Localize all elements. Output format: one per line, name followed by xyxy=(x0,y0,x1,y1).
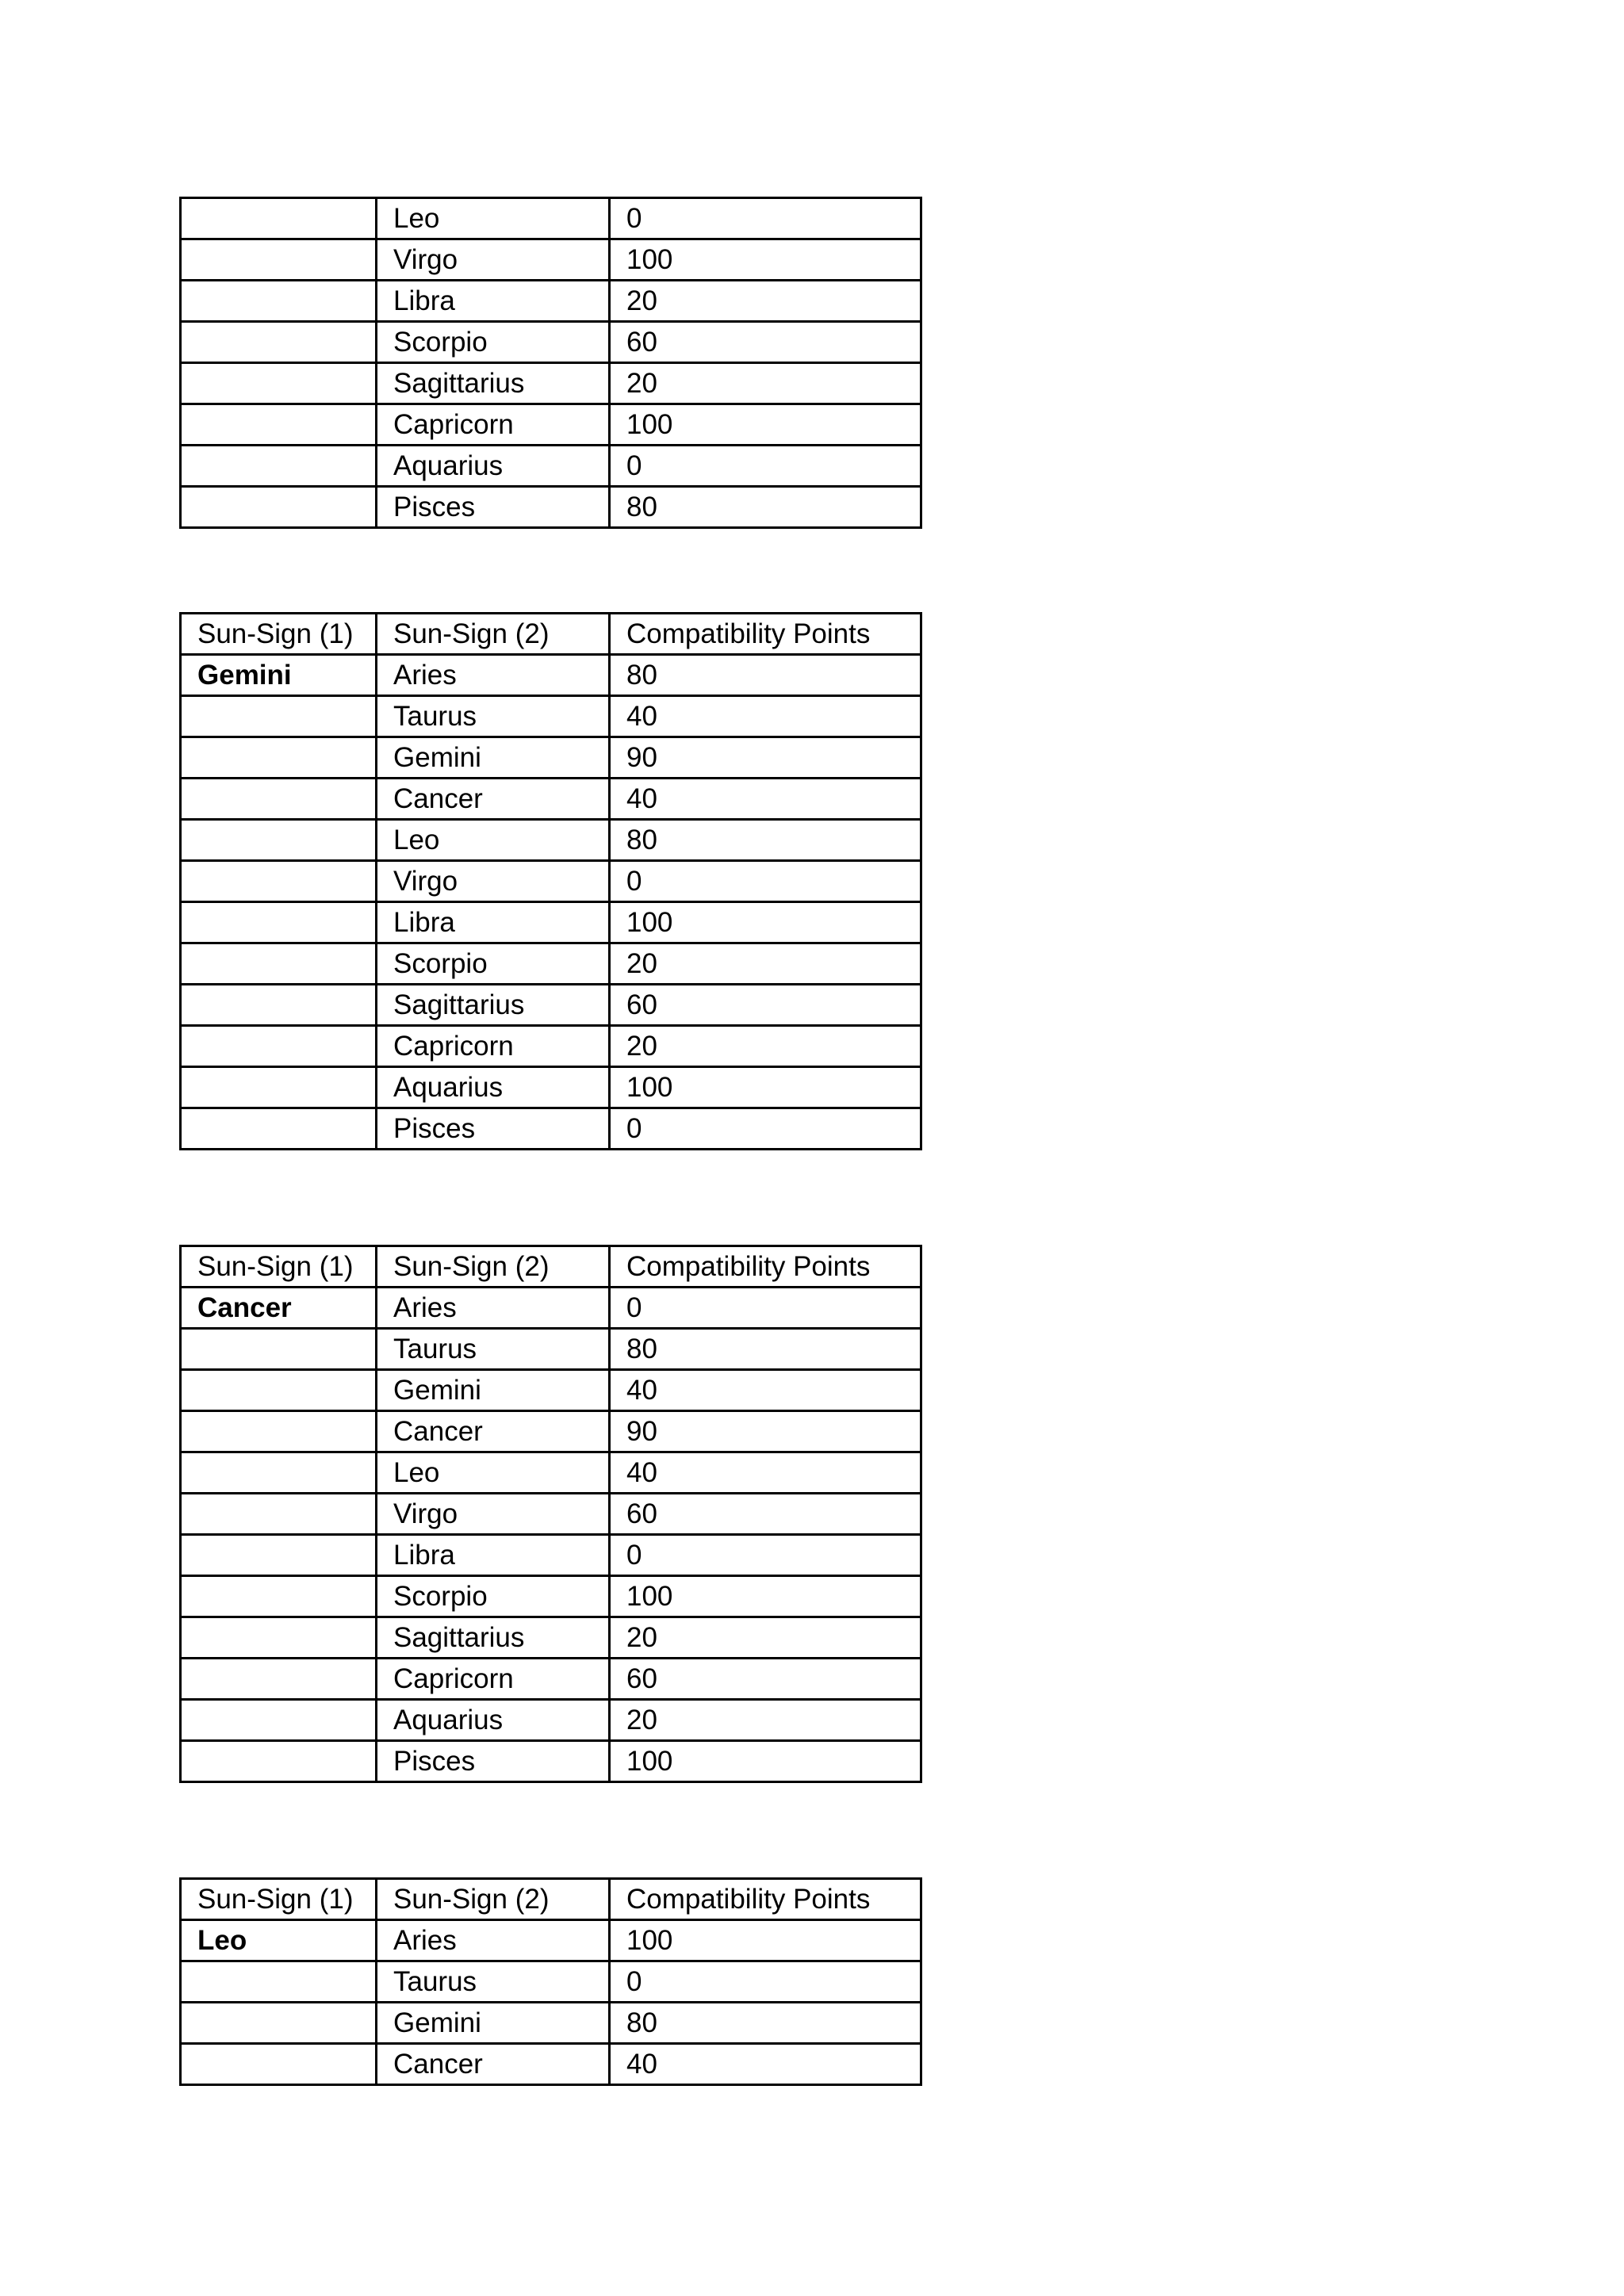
sun-sign-2-cell: Capricorn xyxy=(377,404,610,446)
table-row xyxy=(181,1329,921,1370)
points-cell: 0 xyxy=(610,1108,921,1150)
points-cell: 80 xyxy=(610,655,921,696)
points-cell: 80 xyxy=(610,820,921,861)
sun-sign-1-cell xyxy=(181,1411,377,1452)
table-row xyxy=(181,902,921,943)
sun-sign-2-cell: Gemini xyxy=(377,2003,610,2044)
points-cell: 100 xyxy=(610,1067,921,1108)
table-row xyxy=(181,1411,921,1452)
table-row xyxy=(181,943,921,985)
table-row xyxy=(181,404,921,446)
sun-sign-1-cell xyxy=(181,1961,377,2003)
sun-sign-1-cell: Gemini xyxy=(181,655,377,696)
sun-sign-1-cell xyxy=(181,1108,377,1150)
table-row xyxy=(181,1370,921,1411)
sun-sign-2-cell: Cancer xyxy=(377,779,610,820)
sun-sign-2-cell: Leo xyxy=(377,820,610,861)
sun-sign-1-cell xyxy=(181,985,377,1026)
compatibility-table xyxy=(179,1245,922,1783)
table-row xyxy=(181,1920,921,1961)
sun-sign-2-cell: Gemini xyxy=(377,1370,610,1411)
column-header-compatibility-points: Compatibility Points xyxy=(610,1879,921,1920)
column-header-sun-sign-2: Sun-Sign (2) xyxy=(377,1879,610,1920)
table-row xyxy=(181,1535,921,1576)
table-row xyxy=(181,281,921,322)
points-cell: 40 xyxy=(610,2044,921,2085)
table-row xyxy=(181,1576,921,1617)
sun-sign-2-cell: Sagittarius xyxy=(377,985,610,1026)
sun-sign-2-cell: Leo xyxy=(377,1452,610,1494)
compatibility-table xyxy=(179,197,922,529)
sun-sign-2-cell: Libra xyxy=(377,1535,610,1576)
points-cell: 20 xyxy=(610,363,921,404)
sun-sign-1-cell: Cancer xyxy=(181,1288,377,1329)
table-row xyxy=(181,446,921,487)
table-row xyxy=(181,1659,921,1700)
sun-sign-2-cell: Capricorn xyxy=(377,1026,610,1067)
sun-sign-2-cell: Aquarius xyxy=(377,1700,610,1741)
points-cell: 80 xyxy=(610,487,921,528)
sun-sign-2-cell: Aries xyxy=(377,1288,610,1329)
sun-sign-1-cell xyxy=(181,1535,377,1576)
table-body xyxy=(181,198,921,528)
table-row xyxy=(181,1067,921,1108)
table-body xyxy=(181,1879,921,2085)
sun-sign-2-cell: Libra xyxy=(377,902,610,943)
sun-sign-1-cell xyxy=(181,281,377,322)
table-row xyxy=(181,1108,921,1150)
sun-sign-1-cell xyxy=(181,1026,377,1067)
sun-sign-2-cell: Scorpio xyxy=(377,943,610,985)
table-row xyxy=(181,737,921,779)
table-row xyxy=(181,1026,921,1067)
sun-sign-2-cell: Pisces xyxy=(377,487,610,528)
table-row xyxy=(181,1617,921,1659)
compatibility-table xyxy=(179,1877,922,2086)
sun-sign-2-cell: Cancer xyxy=(377,2044,610,2085)
sun-sign-1-cell xyxy=(181,861,377,902)
table-row xyxy=(181,655,921,696)
sun-sign-2-cell: Aries xyxy=(377,1920,610,1961)
table-row xyxy=(181,1452,921,1494)
sun-sign-2-cell: Scorpio xyxy=(377,322,610,363)
table-header-row xyxy=(181,1246,921,1288)
points-cell: 20 xyxy=(610,943,921,985)
table-row xyxy=(181,198,921,239)
table-header-row xyxy=(181,614,921,655)
points-cell: 20 xyxy=(610,1026,921,1067)
table-row xyxy=(181,1494,921,1535)
table-row xyxy=(181,1961,921,2003)
table-row xyxy=(181,696,921,737)
points-cell: 60 xyxy=(610,1494,921,1535)
sun-sign-2-cell: Gemini xyxy=(377,737,610,779)
table-row xyxy=(181,239,921,281)
table-row xyxy=(181,2003,921,2044)
sun-sign-1-cell xyxy=(181,1494,377,1535)
table-row xyxy=(181,779,921,820)
sun-sign-2-cell: Aquarius xyxy=(377,1067,610,1108)
points-cell: 0 xyxy=(610,198,921,239)
points-cell: 40 xyxy=(610,1370,921,1411)
column-header-sun-sign-1: Sun-Sign (1) xyxy=(181,1246,377,1288)
points-cell: 90 xyxy=(610,737,921,779)
table-body xyxy=(181,614,921,1150)
table-row xyxy=(181,2044,921,2085)
points-cell: 0 xyxy=(610,1961,921,2003)
sun-sign-2-cell: Taurus xyxy=(377,696,610,737)
column-header-sun-sign-1: Sun-Sign (1) xyxy=(181,614,377,655)
sun-sign-1-cell xyxy=(181,1741,377,1782)
sun-sign-1-cell xyxy=(181,1452,377,1494)
column-header-sun-sign-1: Sun-Sign (1) xyxy=(181,1879,377,1920)
sun-sign-1-cell xyxy=(181,902,377,943)
points-cell: 0 xyxy=(610,1535,921,1576)
sun-sign-2-cell: Aquarius xyxy=(377,446,610,487)
points-cell: 60 xyxy=(610,985,921,1026)
sun-sign-2-cell: Capricorn xyxy=(377,1659,610,1700)
points-cell: 80 xyxy=(610,2003,921,2044)
sun-sign-2-cell: Libra xyxy=(377,281,610,322)
points-cell: 80 xyxy=(610,1329,921,1370)
points-cell: 100 xyxy=(610,239,921,281)
table-row xyxy=(181,487,921,528)
sun-sign-1-cell xyxy=(181,487,377,528)
column-header-compatibility-points: Compatibility Points xyxy=(610,1246,921,1288)
sun-sign-1-cell xyxy=(181,820,377,861)
sun-sign-1-cell xyxy=(181,1617,377,1659)
sun-sign-1-cell xyxy=(181,943,377,985)
sun-sign-1-cell xyxy=(181,2003,377,2044)
points-cell: 100 xyxy=(610,404,921,446)
sun-sign-1-cell xyxy=(181,1067,377,1108)
points-cell: 40 xyxy=(610,1452,921,1494)
sun-sign-2-cell: Scorpio xyxy=(377,1576,610,1617)
points-cell: 20 xyxy=(610,281,921,322)
sun-sign-1-cell xyxy=(181,363,377,404)
sun-sign-1-cell: Leo xyxy=(181,1920,377,1961)
table-header-row xyxy=(181,1879,921,1920)
column-header-sun-sign-2: Sun-Sign (2) xyxy=(377,614,610,655)
sun-sign-1-cell xyxy=(181,1576,377,1617)
points-cell: 0 xyxy=(610,446,921,487)
sun-sign-2-cell: Pisces xyxy=(377,1741,610,1782)
sun-sign-1-cell xyxy=(181,446,377,487)
points-cell: 40 xyxy=(610,779,921,820)
sun-sign-1-cell xyxy=(181,779,377,820)
table-row xyxy=(181,1700,921,1741)
sun-sign-1-cell xyxy=(181,198,377,239)
sun-sign-2-cell: Sagittarius xyxy=(377,1617,610,1659)
sun-sign-2-cell: Virgo xyxy=(377,861,610,902)
table-row xyxy=(181,322,921,363)
sun-sign-1-cell xyxy=(181,1700,377,1741)
sun-sign-1-cell xyxy=(181,1659,377,1700)
points-cell: 0 xyxy=(610,1288,921,1329)
points-cell: 60 xyxy=(610,1659,921,1700)
column-header-sun-sign-2: Sun-Sign (2) xyxy=(377,1246,610,1288)
points-cell: 60 xyxy=(610,322,921,363)
table-row xyxy=(181,861,921,902)
sun-sign-2-cell: Pisces xyxy=(377,1108,610,1150)
sun-sign-2-cell: Leo xyxy=(377,198,610,239)
table-row xyxy=(181,363,921,404)
sun-sign-1-cell xyxy=(181,2044,377,2085)
table-row xyxy=(181,1741,921,1782)
table-row xyxy=(181,820,921,861)
sun-sign-1-cell xyxy=(181,1370,377,1411)
sun-sign-2-cell: Taurus xyxy=(377,1961,610,2003)
sun-sign-2-cell: Aries xyxy=(377,655,610,696)
points-cell: 0 xyxy=(610,861,921,902)
sun-sign-2-cell: Cancer xyxy=(377,1411,610,1452)
points-cell: 90 xyxy=(610,1411,921,1452)
points-cell: 40 xyxy=(610,696,921,737)
sun-sign-2-cell: Sagittarius xyxy=(377,363,610,404)
table-row xyxy=(181,985,921,1026)
sun-sign-2-cell: Taurus xyxy=(377,1329,610,1370)
sun-sign-1-cell xyxy=(181,1329,377,1370)
points-cell: 100 xyxy=(610,1576,921,1617)
table-body xyxy=(181,1246,921,1782)
table-row xyxy=(181,1288,921,1329)
points-cell: 100 xyxy=(610,902,921,943)
points-cell: 20 xyxy=(610,1700,921,1741)
points-cell: 100 xyxy=(610,1920,921,1961)
sun-sign-1-cell xyxy=(181,404,377,446)
points-cell: 100 xyxy=(610,1741,921,1782)
points-cell: 20 xyxy=(610,1617,921,1659)
compatibility-table xyxy=(179,612,922,1150)
sun-sign-1-cell xyxy=(181,737,377,779)
sun-sign-2-cell: Virgo xyxy=(377,1494,610,1535)
column-header-compatibility-points: Compatibility Points xyxy=(610,614,921,655)
sun-sign-1-cell xyxy=(181,239,377,281)
sun-sign-1-cell xyxy=(181,696,377,737)
sun-sign-2-cell: Virgo xyxy=(377,239,610,281)
sun-sign-1-cell xyxy=(181,322,377,363)
